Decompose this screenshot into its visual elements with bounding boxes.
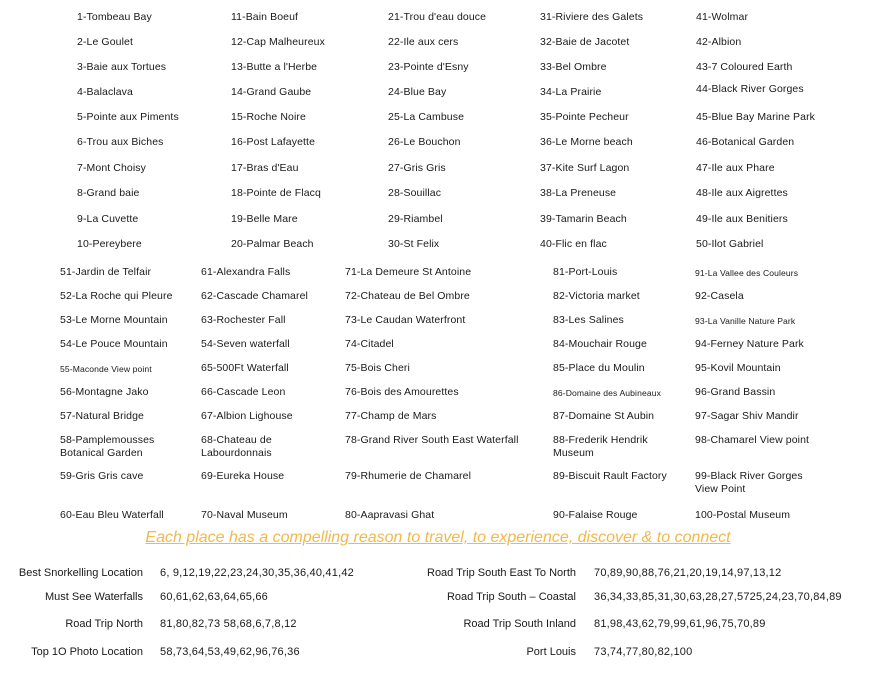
itinerary-label: Best Snorkelling Location [18,567,143,579]
place-item: 51-Jardin de Telfair [60,266,152,278]
place-item: 26-Le Bouchon [388,136,461,148]
itinerary-value: 73,74,77,80,82,100 [594,646,693,658]
place-item: 74-Citadel [345,338,394,350]
place-item: 58-Pamplemousses Botanical Garden [60,434,155,459]
place-item: 11-Bain Boeuf [231,11,299,23]
itinerary-value: 81,80,82,73 58,68,6,7,8,12 [160,618,297,630]
place-item: 71-La Demeure St Antoine [345,266,472,278]
place-item: 28-Souillac [388,187,442,199]
place-item: 15-Roche Noire [231,111,306,123]
place-item: 84-Mouchair Rouge [553,338,647,350]
place-item: 63-Rochester Fall [201,314,286,326]
place-item: 5-Pointe aux Piments [77,111,179,123]
place-item: 36-Le Morne beach [540,136,633,148]
place-item: 53-Le Morne Mountain [60,314,168,326]
place-item: 44-Black River Gorges [696,83,804,95]
place-item: 47-Ile aux Phare [696,162,775,174]
place-item: 80-Aapravasi Ghat [345,509,435,521]
itinerary-label: Road Trip North [65,618,143,630]
place-item: 90-Falaise Rouge [553,509,638,521]
itinerary-label: Road Trip South East To North [427,567,576,579]
place-item: 70-Naval Museum [201,509,288,521]
place-item: 32-Baie de Jacotet [540,36,630,48]
place-item: 21-Trou d'eau douce [388,11,487,23]
place-item: 8-Grand baie [77,187,140,199]
place-item: 3-Baie aux Tortues [77,61,167,73]
place-item: 77-Champ de Mars [345,410,437,422]
place-item: 13-Butte a l'Herbe [231,61,318,73]
place-item: 18-Pointe de Flacq [231,187,321,199]
place-item: 2-Le Goulet [77,36,133,48]
place-item: 29-Riambel [388,213,443,225]
place-item: 22-Ile aux cers [388,36,459,48]
itinerary-label: Top 1O Photo Location [31,646,143,658]
place-item: 73-Le Caudan Waterfront [345,314,466,326]
place-item: 91-La Vallee des Couleurs [695,268,799,278]
itinerary-label: Must See Waterfalls [44,591,143,603]
place-item: 65-500Ft Waterfall [201,362,289,374]
place-item: 86-Domaine des Aubineaux [553,388,661,398]
place-item: 69-Eureka House [201,470,285,482]
place-item: 46-Botanical Garden [696,136,795,148]
place-item: 94-Ferney Nature Park [695,338,804,350]
place-item: 41-Wolmar [696,11,749,23]
place-item: 62-Cascade Chamarel [201,290,308,302]
place-item: 24-Blue Bay [388,86,447,98]
place-item: 48-Ile aux Aigrettes [696,187,788,199]
place-item: 61-Alexandra Falls [201,266,291,278]
place-item: 39-Tamarin Beach [540,213,627,225]
place-item: 89-Biscuit Rault Factory [553,470,667,482]
place-item: 20-Palmar Beach [231,238,314,250]
place-item: 87-Domaine St Aubin [553,410,655,422]
place-item: 33-Bel Ombre [540,61,607,73]
place-item: 83-Les Salines [553,314,624,326]
place-item: 98-Chamarel View point [695,434,810,446]
place-item: 45-Blue Bay Marine Park [696,111,816,123]
place-item: 76-Bois des Amourettes [345,386,459,398]
place-item: 40-Flic en flac [540,238,607,250]
place-item: 38-La Preneuse [540,187,617,199]
place-item: 59-Gris Gris cave [60,470,144,482]
place-item: 81-Port-Louis [553,266,618,278]
place-item: 72-Chateau de Bel Ombre [345,290,470,302]
place-item: 35-Pointe Pecheur [540,111,629,123]
itinerary-value: 60,61,62,63,64,65,66 [160,591,268,603]
place-item: 68-Chateau de Labourdonnais [201,434,272,459]
place-item: 30-St Felix [388,238,440,250]
place-item: 92-Casela [695,290,744,302]
place-item: 67-Albion Lighouse [201,410,293,422]
place-item: 57-Natural Bridge [60,410,144,422]
place-item: 4-Balaclava [77,86,133,98]
itinerary-value: 70,89,90,88,76,21,20,19,14,97,13,12 [594,567,782,579]
itinerary-value: 36,34,33,85,31,30,63,28,27,5725,24,23,70,84,89 [594,591,842,603]
place-item: 85-Place du Moulin [553,362,645,374]
place-item: 96-Grand Bassin [695,386,776,398]
tagline: Each place has a compelling reason to travel, to experience, discover & to connect [145,529,731,546]
place-item: 16-Post Lafayette [231,136,316,148]
place-item: 56-Montagne Jako [60,386,149,398]
place-item: 54-Le Pouce Mountain [60,338,168,350]
place-item: 14-Grand Gaube [231,86,312,98]
place-item: 43-7 Coloured Earth [696,61,793,73]
itinerary-value: 81,98,43,62,79,99,61,96,75,70,89 [594,618,766,630]
place-item: 78-Grand River South East Waterfall [345,434,519,446]
place-item: 54-Seven waterfall [201,338,290,350]
place-item: 37-Kite Surf Lagon [540,162,630,174]
place-item: 49-Ile aux Benitiers [696,213,788,225]
place-item: 99-Black River Gorges View Point [695,470,803,495]
place-item: 97-Sagar Shiv Mandir [695,410,799,422]
place-item: 1-Tombeau Bay [77,11,152,23]
place-item: 79-Rhumerie de Chamarel [345,470,472,482]
place-item: 95-Kovil Mountain [695,362,781,374]
place-item: 10-Pereybere [77,238,142,250]
place-item: 66-Cascade Leon [201,386,286,398]
place-item: 27-Gris Gris [388,162,446,174]
place-item: 19-Belle Mare [231,213,298,225]
itinerary-label: Road Trip South – Coastal [446,591,576,603]
place-item: 25-La Cambuse [388,111,465,123]
place-item: 88-Frederik Hendrik Museum [553,434,648,459]
place-item: 34-La Prairie [540,86,602,98]
place-item: 82-Victoria market [553,290,640,302]
place-item: 93-La Vanille Nature Park [695,316,796,326]
place-item: 12-Cap Malheureux [231,36,325,48]
place-item: 23-Pointe d'Esny [388,61,469,73]
place-item: 60-Eau Bleu Waterfall [60,509,164,521]
itinerary-label: Port Louis [526,646,576,658]
place-item: 17-Bras d'Eau [231,162,299,174]
place-item: 50-Ilot Gabriel [696,238,764,250]
place-item: 75-Bois Cheri [345,362,410,374]
itinerary-value: 6, 9,12,19,22,23,24,30,35,36,40,41,42 [160,567,354,579]
place-item: 7-Mont Choisy [77,162,146,174]
place-item: 9-La Cuvette [77,213,139,225]
place-item: 6-Trou aux Biches [77,136,164,148]
place-item: 31-Riviere des Galets [540,11,644,23]
place-item: 100-Postal Museum [695,509,791,521]
place-item: 42-Albion [696,36,742,48]
itinerary-value: 58,73,64,53,49,62,96,76,36 [160,646,300,658]
place-item: 52-La Roche qui Pleure [60,290,173,302]
place-item: 55-Maconde View point [60,364,152,374]
itinerary-label: Road Trip South Inland [463,618,576,630]
